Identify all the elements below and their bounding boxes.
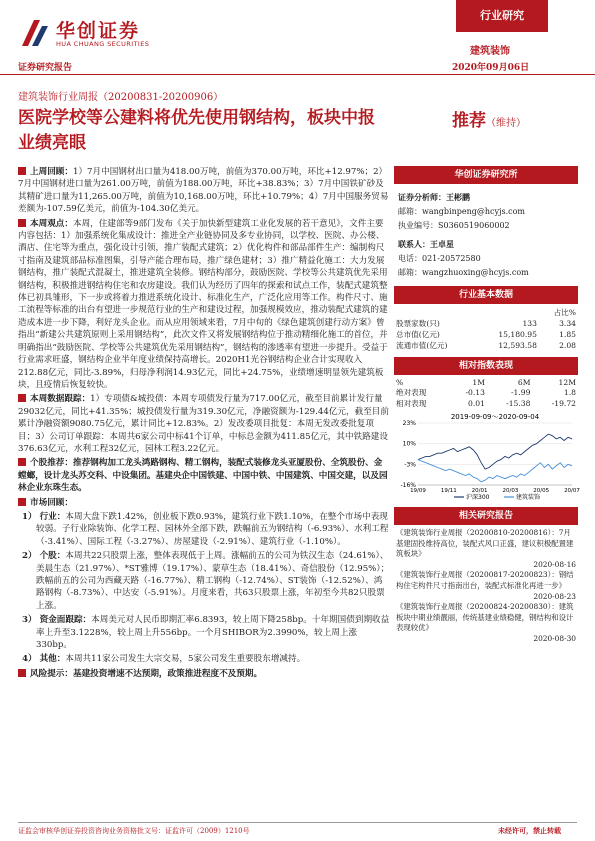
relative-performance-heading: 相对指数表现 [394, 357, 578, 375]
institute-heading: 华创证券研究所 [394, 166, 578, 184]
market-label: 市场回顾： [30, 497, 73, 508]
relative-performance-table [394, 378, 578, 409]
chart-title: 2019-09-09～2020-09-04 [450, 413, 540, 421]
y-tick-label: -16% [400, 482, 416, 489]
y-tick-label: 10% [402, 440, 416, 448]
basic-data-heading: 行业基本数据 [394, 286, 578, 304]
x-tick-label: 19/09 [410, 488, 426, 494]
table-row: 总市值(亿元) 15,180.95 1.85 [396, 330, 576, 339]
rating [452, 106, 526, 131]
industry-label: 1） 行业： [22, 511, 66, 522]
table-row: 相对表现 0.01 -15.38 -19.72 [396, 399, 576, 408]
bullet-icon [18, 219, 26, 227]
table-row: 流通市值(亿元) 12,593.58 2.08 [396, 341, 576, 350]
report-title: 医院学校等公建料将优先使用钢结构，板块中报业绩亮眼 [18, 108, 375, 153]
email-label: 邮箱： [398, 207, 422, 216]
report-series: 建筑装饰行业周报（20200831-20200906） [18, 92, 224, 103]
bullet-icon [18, 498, 26, 506]
company-logo [20, 14, 180, 56]
table-header-row [394, 307, 578, 318]
bullet-icon [18, 458, 26, 466]
risk-text: 基建投资增速不达预期，政策推进程度不及预期。 [72, 668, 263, 679]
market-funds [18, 614, 390, 651]
contact-row [398, 237, 574, 252]
footer-copyright: 未经许可，禁止转载 [498, 826, 561, 835]
other-label: 4） 其他： [22, 654, 66, 665]
list-item[interactable]: 《建筑装饰行业周报（20200810-20200816）：7月基建固投维持高位，装配式风口正盛，建议积极配置建筑板块》 2020-08-16 [396, 528, 576, 569]
market-stocks [18, 550, 390, 612]
legend-label: 沪深300 [466, 494, 490, 501]
paragraph-picks [18, 457, 390, 494]
x-tick-label: 20/07 [564, 488, 580, 494]
data-label: 本周数据跟踪： [30, 394, 91, 405]
review-text: 1）7月中国钢材出口量为418.00万吨，前值为370.00万吨，环比+12.97%；2）7月中国钢材进口量为261.00万吨，前值为188.00万吨，环比+38.83%；3）7月中国铁矿砂及其精矿进口量为11,265.00万吨，前值为10,168.00万吨，环比+10.79%；4）7月中国服务贸易差额为-107.59亿美元，前值为-104.30亿美元。 [18, 167, 389, 215]
market-other [18, 653, 390, 665]
email2-label: 邮箱： [398, 268, 422, 277]
logo-cn: 华创证券 [56, 20, 141, 42]
paragraph-review [18, 166, 390, 216]
picks-label: 个股推荐： [30, 458, 73, 469]
table-row: 绝对表现 -0.13 -1.99 1.8 [396, 388, 576, 397]
funds-label: 3） 资金面跟踪： [22, 615, 92, 626]
list-item[interactable]: 《建筑装饰行业周报（20200824-20200830）：建筑板块中期业绩靓丽，传统基建业绩稳健，钢结构和设计表现较优》 2020-08-30 [396, 602, 576, 643]
y-tick-label: -3% [404, 461, 416, 469]
funds-text: 本周美元对人民币即期汇率6.8393，较上周下降258bp。十年期国债到期收益率上升至3.1228%，较上周上升556bp。一个月SHIBOR为2.3990%，较上周上涨330bp。 [36, 615, 390, 651]
stocks-text: 本周共22只股票上涨，整体表现低于上周。涨幅前五的公司为铁汉生态（24.61%）、美晨生态（21.97%）、*ST雅博（19.17%）、蒙草生态（18.41%）、奇信股份（12.95%）；跌幅前五的公司为西藏天路（-16.77%）、精工钢构（-12.74%）、ST装饰（-12.52%）、鸿路钢构（-8.73%）、中达安（-5.91%）。月度来看，共63只股票上涨，年初至今共82只股票上涨。 [36, 551, 390, 611]
report-date: 2020年09月06日 [452, 63, 530, 73]
tel-row [398, 252, 574, 266]
email2-row [398, 266, 574, 280]
risk-label: 风险提示： [30, 668, 73, 679]
pct-header: 占比% [553, 308, 576, 317]
picks-text: 推荐钢构加工龙头鸿路钢构、精工钢构，装配式装修龙头亚厦股份、全筑股份、金螳螂，设计龙头苏交科、中设集团。基建央企中国铁建、中国中铁、中国建筑、中国交建，以及园林企业东珠生态。 [18, 458, 388, 494]
cert-label: 执业编号： [398, 221, 438, 230]
report-category-tag: 行业研究 [456, 0, 548, 32]
paragraph-market [18, 497, 390, 509]
rating-note: （维持） [486, 118, 526, 129]
contact-email[interactable]: wangzhuoxing@hcyjs.com [422, 268, 529, 277]
other-text: 本周共11家公司发生大宗交易，5家公司发生重要股东增减持。 [65, 654, 306, 665]
header-divider [0, 74, 595, 75]
industry-text: 本周大盘下跌1.42%，创业板下跌0.93%，建筑行业下跌1.10%，在整个市场中表现较弱。子行业除装饰、化学工程、园林外全部下跌，跌幅前五为钢结构（-6.93%）、水利工程（-3.41%）、国际工程（-3.27%）、房屋建设（-2.91%）、建筑行业（-1.10%）。 [36, 511, 389, 547]
sidebar [394, 166, 578, 648]
sector-name: 建筑装饰 [470, 46, 510, 57]
performance-chart [394, 411, 578, 503]
stocks-label: 2） 个股： [22, 551, 66, 562]
footer-license: 证监会审核华创证券投资咨询业务资格批文号：证监许可（2009）1210号 [18, 827, 250, 835]
paragraph-risk [18, 668, 390, 680]
cert-row [398, 219, 574, 233]
review-label: 上周回顾： [30, 167, 73, 177]
market-industry [18, 511, 390, 548]
x-tick-label: 20/05 [533, 488, 550, 494]
logo-mark-icon [20, 18, 50, 48]
paragraph-data [18, 393, 390, 455]
logo-en: HUA CHUANG SECURITIES [56, 40, 150, 48]
report-type: 证券研究报告 [18, 63, 73, 73]
y-tick-label: 23% [402, 420, 416, 427]
list-item[interactable]: 《建筑装饰行业周报（20200817-20200823）：钢结构住宅构件尺寸指南出台，装配式标准化再进一步》 2020-08-23 [396, 570, 576, 601]
paragraph-view [18, 218, 390, 392]
legend-label: 建筑装饰 [516, 494, 541, 501]
basic-data-table [394, 307, 578, 351]
analyst-name: 王彬鹏 [446, 192, 470, 202]
related-reports-heading: 相关研究报告 [394, 507, 578, 525]
bullet-icon [18, 394, 26, 402]
series-line [418, 434, 572, 469]
x-tick-label: 20/01 [471, 488, 488, 494]
table-row: 股票家数(只) 133 3.34 [396, 319, 576, 328]
contact-tel: 021-20572580 [422, 254, 481, 263]
bullet-icon [18, 167, 26, 175]
analyst-info [394, 184, 578, 286]
tel-label: 电话： [398, 254, 422, 263]
related-reports-list [394, 525, 578, 648]
table-header-row: % 1M 6M 12M [396, 378, 576, 387]
analyst-label: 证券分析师： [398, 192, 446, 202]
analyst-row [398, 190, 574, 205]
x-tick-label: 20/03 [502, 488, 519, 494]
contact-name: 王卓星 [430, 239, 454, 249]
email-row [398, 205, 574, 219]
cert-number: S0360519060002 [438, 221, 510, 230]
bullet-icon [18, 669, 26, 677]
view-text: 本周，住建部等9部门发布《关于加快新型建筑工业化发展的若干意见》，文件主要内容包括：1）加强系统化集成设计：推进全产业链协同及多专业协同，以学校、医院、办公楼、酒店、住宅等为重点，强化设计引领，推广装配式建筑；2）优化构件和部品部件生产：编制构尺寸指南及建筑部品标准图集，引导产能合理布局，推广绿色建材；3）推广精益化施工：大力发展钢结构，推广装配式混凝土，推进建筑全装修。钢结构部分，鼓励医院、学校等公共建筑优先采用钢结构，积极推进钢结构住宅和农房建设。我们认为经历了四年的探索和试点工作，装配式建筑整体已初具雏形，下一步或将着力推进系统化设计、标准化生产，广泛化应用等工作。构件尺寸、施工流程等标准的出台有望进一步规范行业的生产和建设过程，加强规模效应，推动装配式建筑的建造成本进一步下降，利好龙头企业。而从应用领域来看，7月中旬的《绿色建筑创建行动方案》曾指出“新建公共建筑原则上采用钢结构”，此次文件又将发展钢结构位于推动精细化施工的首位，并明确指出“鼓励医院、学校等公共建筑优先采用钢结构”，钢结构的渗透率有望进一步提升。受益于行业需求旺盛，钢结构企业半年度业绩保持高增长。2020H1光谷钢结构企业合计实现收入212.88亿元，同比-3.89%，归母净利润14.93亿元，同比+24.75%，业绩增速明显领先建筑板块，且疫情后恢复较快。 [18, 218, 388, 390]
rating-main: 推荐 [452, 111, 486, 131]
analyst-email[interactable]: wangbinpeng@hcyjs.com [422, 207, 526, 216]
data-text: 1）专项债&城投债：本周专项债发行量为717.00亿元，截至目前累计发行量29032亿元，同比+41.35%；城投债发行量为319.30亿元，净融资额为-129.44亿元，截至目前累计净融资额9080.75亿元，累计同比+12.83%。2）发改委项目批复：本周无发改委批复项目；3）公司订单跟踪：本周共6家公司中标41个订单，中标总金额为411.85亿元，其中铁路建设376.63亿元，水利工程32亿元，园林工程3.22亿元。 [18, 394, 389, 454]
x-tick-label: 19/11 [440, 488, 457, 494]
contact-label: 联系人： [398, 239, 430, 249]
view-label: 本周观点： [30, 218, 73, 229]
footer-divider [18, 822, 577, 823]
main-body [18, 166, 390, 682]
